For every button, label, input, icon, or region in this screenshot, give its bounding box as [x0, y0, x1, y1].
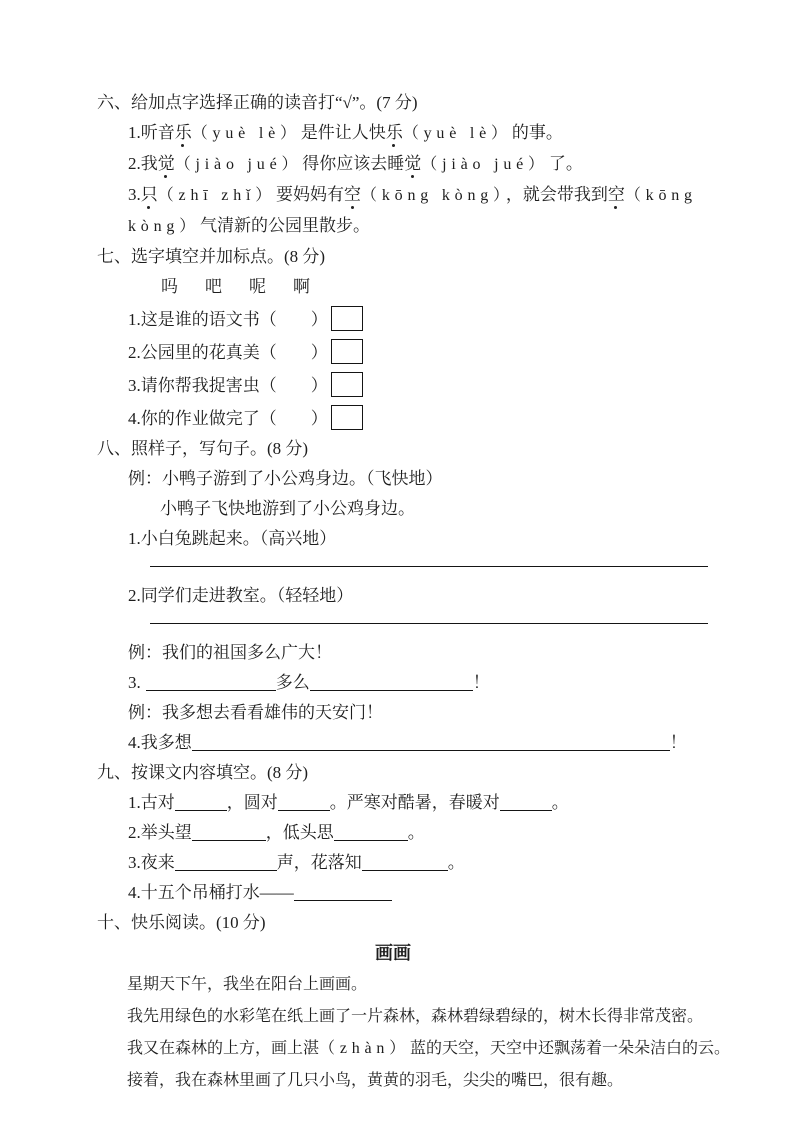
answer-blank	[192, 823, 266, 841]
word-bank-option: 吗	[161, 277, 178, 296]
text-run: ，就会带我到	[505, 185, 608, 204]
section-9-heading: 九、按课文内容填空。(8 分)	[97, 763, 309, 782]
question-8-3	[128, 672, 719, 694]
word-bank-option: 啊	[293, 277, 310, 296]
answer-blank	[310, 673, 473, 691]
section-9-text-completion	[97, 762, 719, 904]
question-8-1: 1.小白兔跳起来。（高兴地）	[128, 529, 337, 548]
word-bank-option: 呢	[249, 277, 266, 296]
text-run: ，圆对	[226, 793, 278, 812]
section-10-heading: 十、快乐阅读。(10 分)	[97, 913, 266, 932]
text-run: 多么	[275, 673, 310, 692]
text-run: ！	[472, 673, 490, 692]
punctuation-answer-box	[331, 339, 363, 364]
text-run: 。	[551, 793, 569, 812]
pinyin-run: （zhī zhǐ）	[157, 187, 277, 204]
answer-blank	[500, 793, 552, 811]
word-bank	[161, 276, 719, 298]
question-8-2: 2.同学们走进教室。（轻轻地）	[128, 586, 354, 605]
section-6-pronunciation	[97, 92, 719, 238]
pinyin-run: （kōng kòng）	[361, 187, 506, 204]
question-8-4	[128, 732, 719, 754]
pinyin-run: （jiào jué）	[421, 156, 549, 173]
punctuation-answer-box	[331, 405, 363, 430]
text-run: 2.公园里的花真美（ ）	[128, 343, 328, 362]
example-sentence: 例：我们的祖国多么广大！	[128, 643, 332, 662]
answer-blank	[278, 793, 330, 811]
answer-blank	[294, 883, 392, 901]
question-7-3	[128, 372, 719, 397]
emphasized-char: 只	[140, 185, 158, 204]
answer-blank	[334, 823, 408, 841]
section-10-reading	[97, 912, 731, 1092]
section-7-particle-choice	[97, 246, 719, 430]
text-run: 是件让人快	[300, 123, 386, 142]
emphasized-char: 空	[344, 185, 362, 204]
text-run: 1.听音	[128, 123, 175, 142]
text-run: 2.举头望	[128, 823, 192, 842]
pinyin-run: （zhàn）	[319, 1040, 411, 1057]
passage-title: 画画	[375, 943, 411, 963]
text-run: 4.你的作业做完了（ ）	[128, 409, 328, 428]
text-run: 了。	[548, 154, 583, 173]
reading-passage	[127, 974, 731, 1092]
passage-paragraph-1: 星期天下午，我坐在阳台上画画。	[127, 976, 368, 993]
answer-line	[150, 566, 708, 567]
answer-blank	[175, 853, 277, 871]
question-7-1	[128, 306, 719, 331]
answer-blank	[192, 733, 670, 751]
question-6-1	[128, 122, 719, 145]
question-7-4	[128, 405, 719, 430]
text-run: 。严寒对酷暑，春暖对	[329, 793, 500, 812]
text-run: 。	[447, 853, 465, 872]
text-run: 1.古对	[128, 793, 175, 812]
punctuation-answer-box	[331, 372, 363, 397]
text-run: 3.	[128, 185, 141, 204]
example-sentence: 例：我多想去看看雄伟的天安门！	[128, 703, 383, 722]
section-8-heading: 八、照样子，写句子。(8 分)	[97, 439, 309, 458]
text-run: 气清新的公园里散步。	[200, 216, 370, 235]
text-run: 3.	[128, 673, 141, 692]
pinyin-run: （yuè lè）	[191, 125, 301, 142]
text-run: 得你应该去睡	[302, 154, 405, 173]
passage-paragraph-2: 我先用绿色的水彩笔在纸上画了一片森林，森林碧绿碧绿的，树木长得非常茂密。	[127, 1008, 704, 1025]
section-6-heading: 六、给加点字选择正确的读音打“√”。(7 分)	[97, 93, 418, 112]
punctuation-answer-box	[331, 306, 363, 331]
word-bank-option: 吧	[205, 277, 222, 296]
text-run: 2.我	[128, 154, 158, 173]
answer-line	[150, 623, 708, 624]
text-run: 1.这是谁的语文书（ ）	[128, 310, 328, 329]
question-6-3-line-2	[128, 215, 719, 238]
pinyin-run: （kōng	[624, 187, 697, 204]
emphasized-char: 觉	[404, 154, 422, 173]
question-9-2	[128, 822, 719, 844]
text-run: 3.请你帮我捉害虫（ ）	[128, 376, 328, 395]
answer-blank	[175, 793, 227, 811]
section-8-sentence-writing	[97, 438, 719, 754]
text-run: 要妈妈有	[276, 185, 345, 204]
text-run: 。	[407, 823, 425, 842]
passage-paragraph-3	[127, 1038, 731, 1060]
text-run: 的事。	[511, 123, 563, 142]
text-run: ，低头思	[265, 823, 334, 842]
text-run: ！	[669, 733, 687, 752]
emphasized-char: 乐	[385, 123, 403, 142]
text-run: 声，花落知	[276, 853, 362, 872]
example-sentence: 例：小鸭子游到了小公鸡身边。（飞快地）	[128, 469, 443, 488]
text-run: 4.我多想	[128, 733, 192, 752]
pinyin-run: kòng）	[128, 218, 200, 235]
question-9-1	[128, 792, 719, 814]
text-run: 3.夜来	[128, 853, 175, 872]
question-6-3-line-1	[128, 184, 719, 207]
text-run: 我又在森林的上方，画上湛	[127, 1040, 320, 1057]
question-9-4	[128, 882, 719, 904]
answer-blank	[362, 853, 448, 871]
passage-paragraph-4: 接着，我在森林里画了几只小鸟，黄黄的羽毛，尖尖的嘴巴，很有趣。	[127, 1072, 624, 1089]
text-run: 4.十五个吊桶打水——	[128, 883, 294, 902]
emphasized-char: 乐	[174, 123, 192, 142]
text-run: 蓝的天空，天空中还飘荡着一朵朵洁白的云。	[410, 1040, 731, 1057]
emphasized-char: 空	[607, 185, 625, 204]
pinyin-run: （yuè lè）	[402, 125, 512, 142]
question-9-3	[128, 852, 719, 874]
answer-blank	[146, 673, 276, 691]
section-7-heading: 七、选字填空并加标点。(8 分)	[97, 247, 326, 266]
emphasized-char: 觉	[157, 154, 175, 173]
example-answer: 小鸭子飞快地游到了小公鸡身边。	[160, 499, 415, 518]
question-7-2	[128, 339, 719, 364]
question-6-2	[128, 153, 719, 176]
pinyin-run: （jiào jué）	[174, 156, 303, 173]
